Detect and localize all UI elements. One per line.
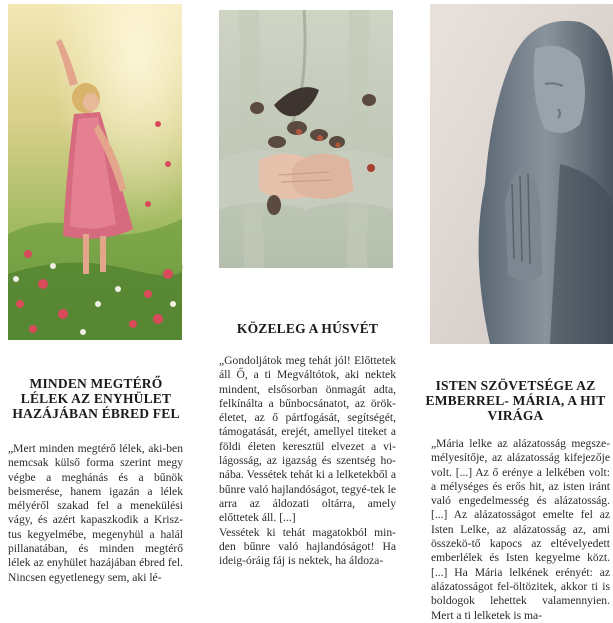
article-paragraph: „Gondoljátok meg tehát jól! Előttetek áll Ő, a ti Megváltótok, aki nektek mindent, elsősorban önmagát adta, felkínálta a bűnbocsánatot, az örök-életet, az ő pártfogását, segítségét, támogatását, erejét, amellyel titeket a földi életen keresztül elvezet a vi-lágosság, az igazság és szentség ho-nába. Vessétek tehát ki a lelketekből a bűnre való hajlandóságot, tegyé-tek le arra az áldozati oltárra, amely előttetek áll. [...] — [219, 354, 396, 525]
article-column-3 — [410, 0, 613, 622]
article-column-1 — [0, 0, 205, 606]
article-column-2 — [205, 0, 410, 606]
article-paragraph: „Mária lelke az alázatosság megsze-mélyesítője, az alázatosság kifejezője volt. [...] Az ő erénye a lelkében volt: a mélységes és erős hit, az isten iránt való engedelmesség és alázatosság. [...] Az alázatosságot emelte fel az Isten Lelke, az alázatosság az, ami összekö-tő kapocs az eltévelyedett emberlélek és Isten kegyelme közt. [...] Ha Mária lelkének erényét: az alázatosságot fel-öltözitek, akkor ti is boldogok lehettek valamennyien. Mert a ti lelketek is ma- — [431, 437, 610, 622]
article-body-1 — [8, 442, 183, 585]
article-paragraph: „Mert minden megtérő lélek, aki-ben nemcsak külső forma szerint megy végbe a meghánás és a bűnök beismerése, hanem igazán a lélek mélyéről szakad fel a menekülési vágy, és azért kapaszkodik a Krisz-tus kegyelmébe, megenyhül a halál pillanatában, és minden megtérő lélek az enyhület hazájában ébred fel. Nincsen egyetlenegy sem, aki lé- — [8, 442, 183, 584]
article-title-3: ISTEN SZÖVETSÉGE AZ EMBERREL- MÁRIA, A HIT VIRÁGA — [425, 378, 606, 423]
article-image-mary-statue — [430, 4, 613, 344]
article-image-hands-birds — [219, 10, 393, 268]
article-title-2: KÖZELEG A HÚSVÉT — [236, 321, 379, 336]
article-body-3 — [431, 437, 610, 623]
article-title-1: MINDEN MEGTÉRŐ LÉLEK AZ ENYHÜLET HAZÁJÁBAN ÉBRED FEL — [12, 376, 180, 421]
article-paragraph: Vessétek ki tehát magatokból min-den bűnre való hajlandóságot! Ha ideig-óráig fáj is nektek, ha áldoza- — [219, 525, 396, 568]
article-image-girl-meadow — [8, 4, 182, 340]
article-body-2 — [219, 354, 396, 568]
